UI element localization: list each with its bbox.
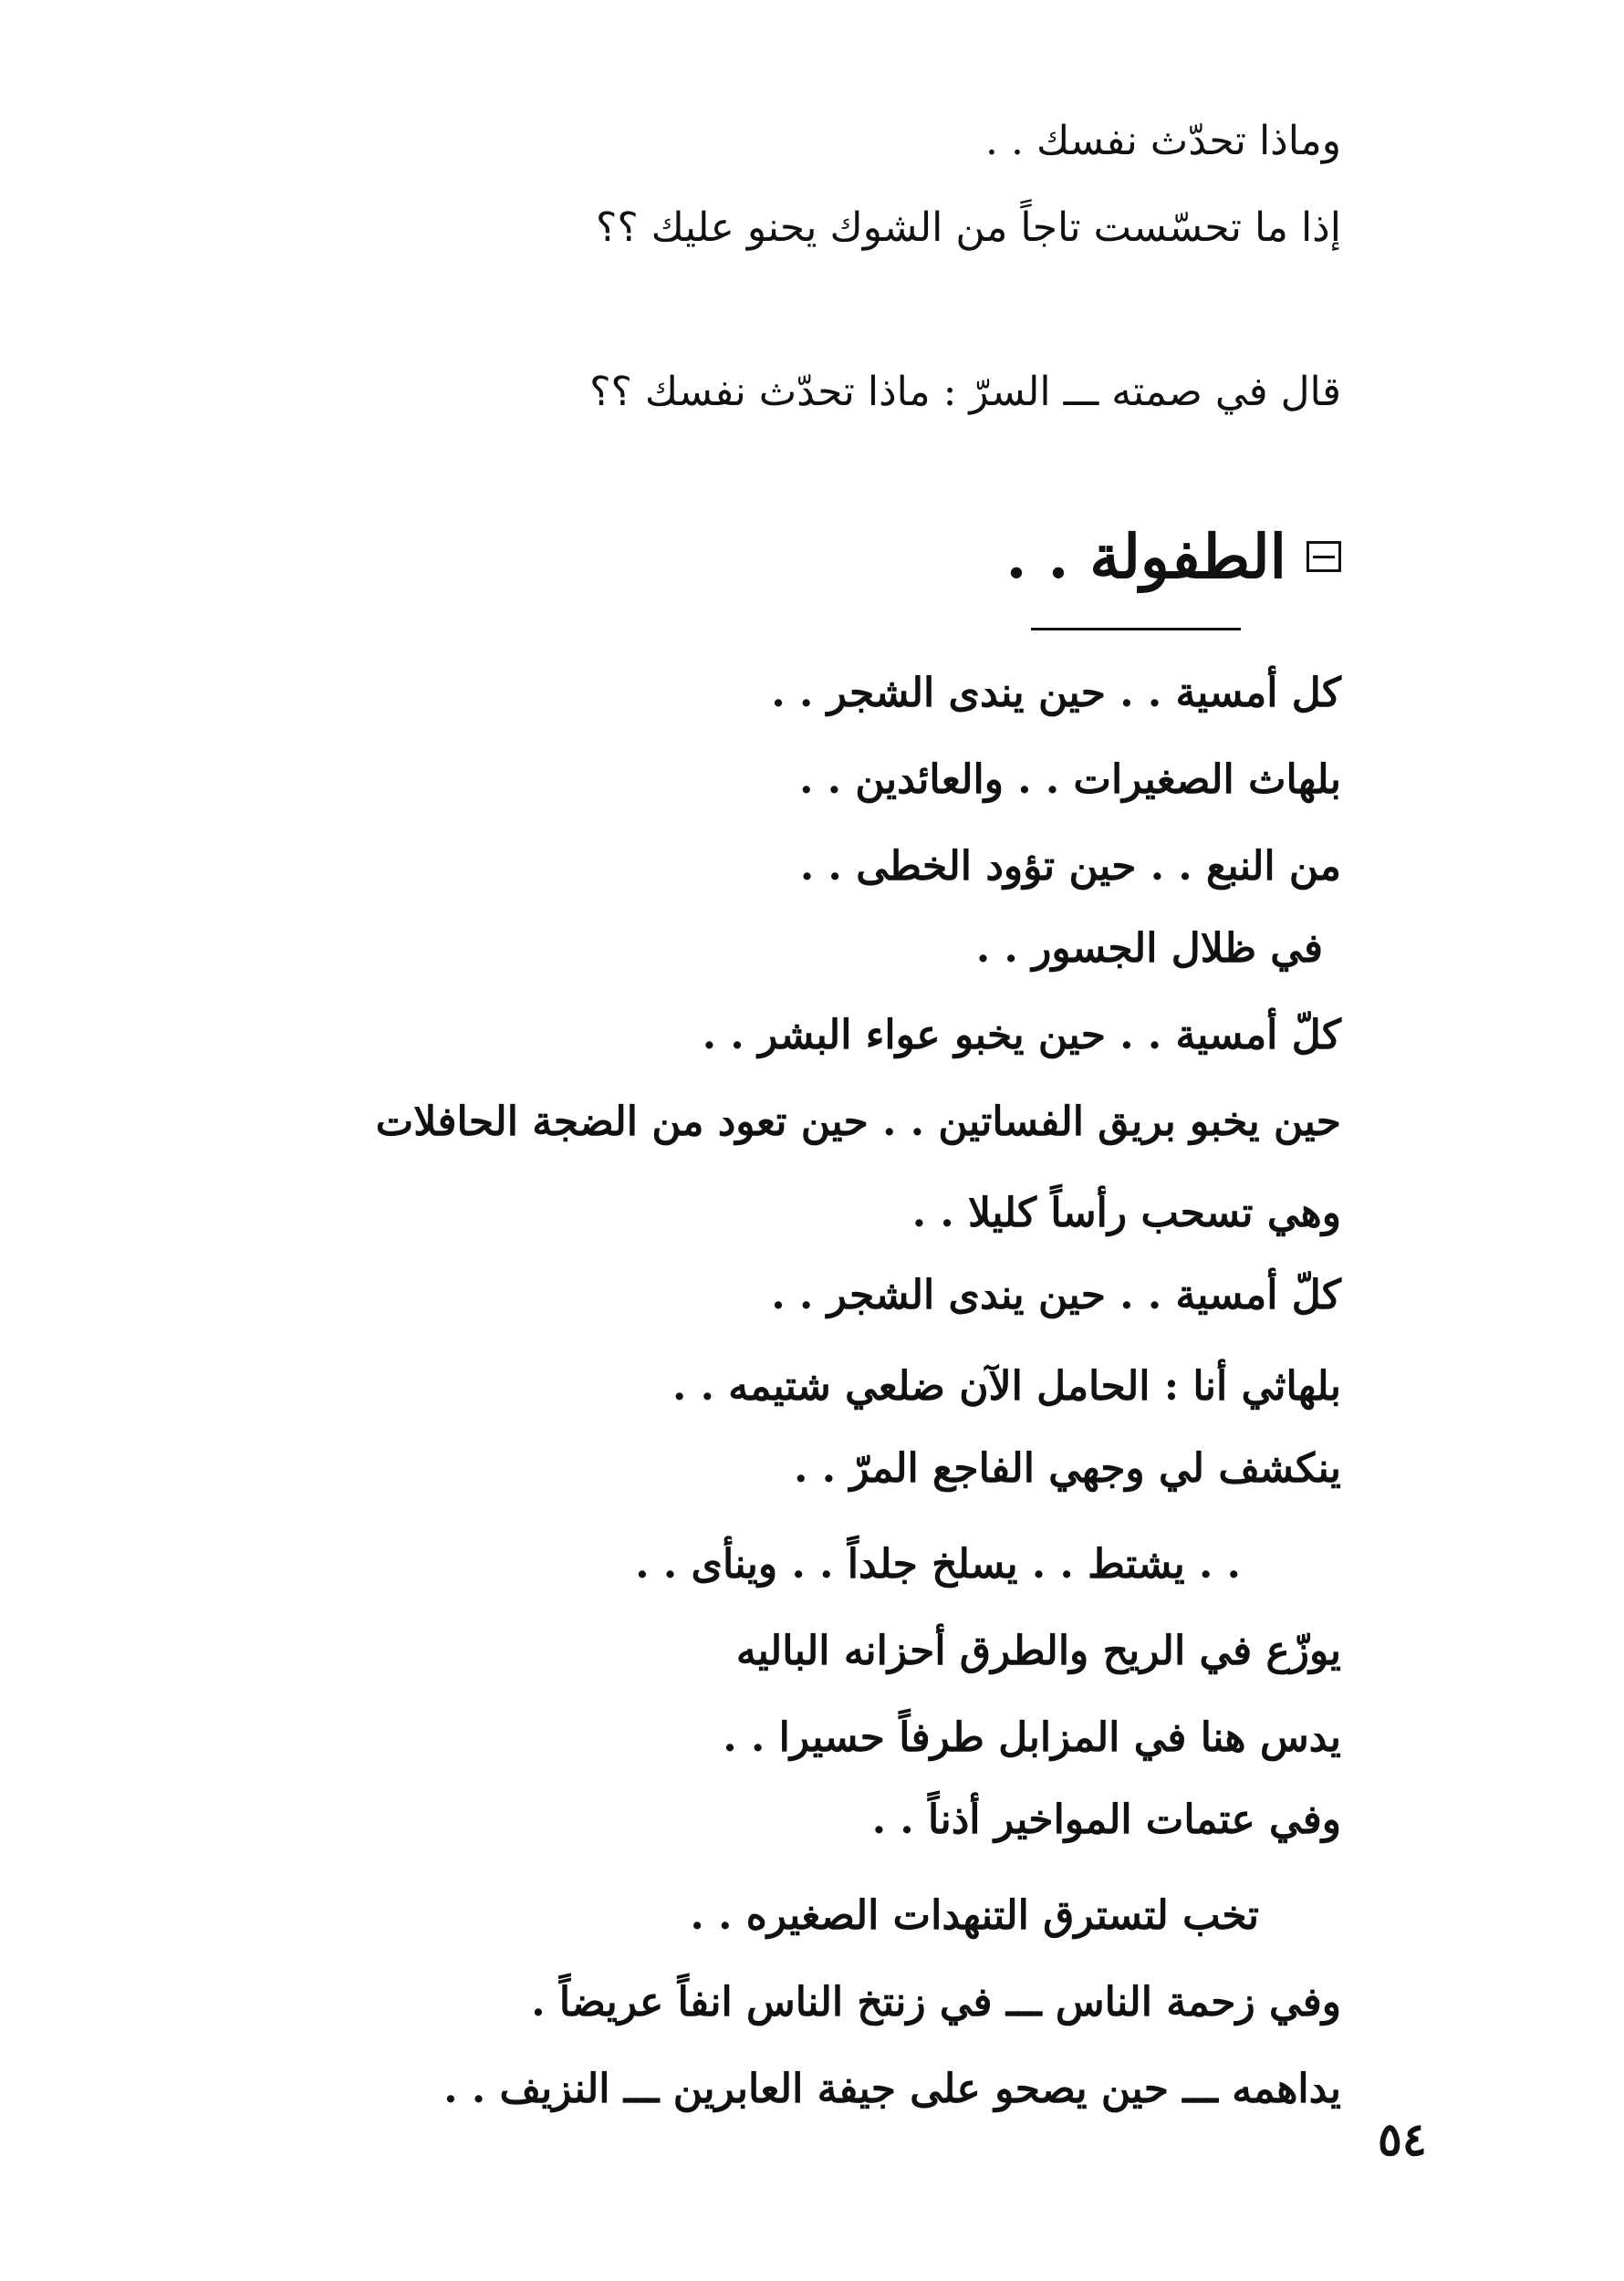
poem-line-12: يوزّع في الريح والطرق أحزانه الباليه	[735, 1628, 1341, 1674]
square-bullet-icon	[1306, 541, 1341, 572]
intro-line-3: قال في صمته ـــ السرّ : ماذا تحدّث نفسك ؟؟	[589, 369, 1341, 415]
poem-line-5: كلّ أمسية . . حين يخبو عواء البشر . .	[702, 1012, 1341, 1058]
poem-line-7: وهي تسحب رأساً كليلا . .	[911, 1190, 1341, 1236]
poem-line-11: . . يشتط . . يسلخ جلداً . . وينأى . .	[635, 1541, 1241, 1588]
section-heading	[1006, 516, 1341, 598]
poem-line-6: حين يخبو بريق الفساتين . . حين تعود من الضجة الحافلات	[375, 1099, 1341, 1145]
poem-line-16: وفي زحمة الناس ـــ في زنتخ الناس انفاً عريضاً .	[531, 1979, 1341, 2026]
poem-line-10: ينكشف لي وجهي الفاجع المرّ . .	[794, 1445, 1341, 1492]
poem-line-14: وفي عتمات المواخير أذناً . .	[871, 1797, 1341, 1843]
poem-line-1: كل أمسية . . حين يندى الشجر . .	[771, 670, 1341, 716]
poem-line-15: تخب لتسترق التنهدات الصغيره . .	[690, 1892, 1259, 1939]
intro-line-2: إذا ما تحسّست تاجاً من الشوك يحنو عليك ؟؟	[595, 204, 1341, 251]
poem-line-17: يداهمه ـــ حين يصحو على جيفة العابرين ـــ النزيف . .	[443, 2066, 1341, 2112]
poem-line-4: في ظلال الجسور . .	[975, 925, 1323, 972]
poem-line-3: من النبع . . حين تؤود الخطى . .	[799, 843, 1341, 890]
heading-underline	[1031, 628, 1241, 630]
intro-line-1: وماذا تحدّث نفسك . .	[985, 118, 1341, 164]
poem-line-13: يدس هنا في المزابل طرفاً حسيرا . .	[723, 1714, 1341, 1761]
poem-line-8: كلّ أمسية . . حين يندى الشجر . .	[771, 1272, 1341, 1318]
page-number: ٥٤	[1378, 2112, 1427, 2166]
section-title: الطفولة . .	[1005, 521, 1286, 592]
poem-line-2: بلهاث الصغيرات . . والعائدين . .	[799, 756, 1341, 803]
poem-line-9: بلهاثي أنا : الحامل الآن ضلعي شتيمه . .	[672, 1363, 1341, 1410]
